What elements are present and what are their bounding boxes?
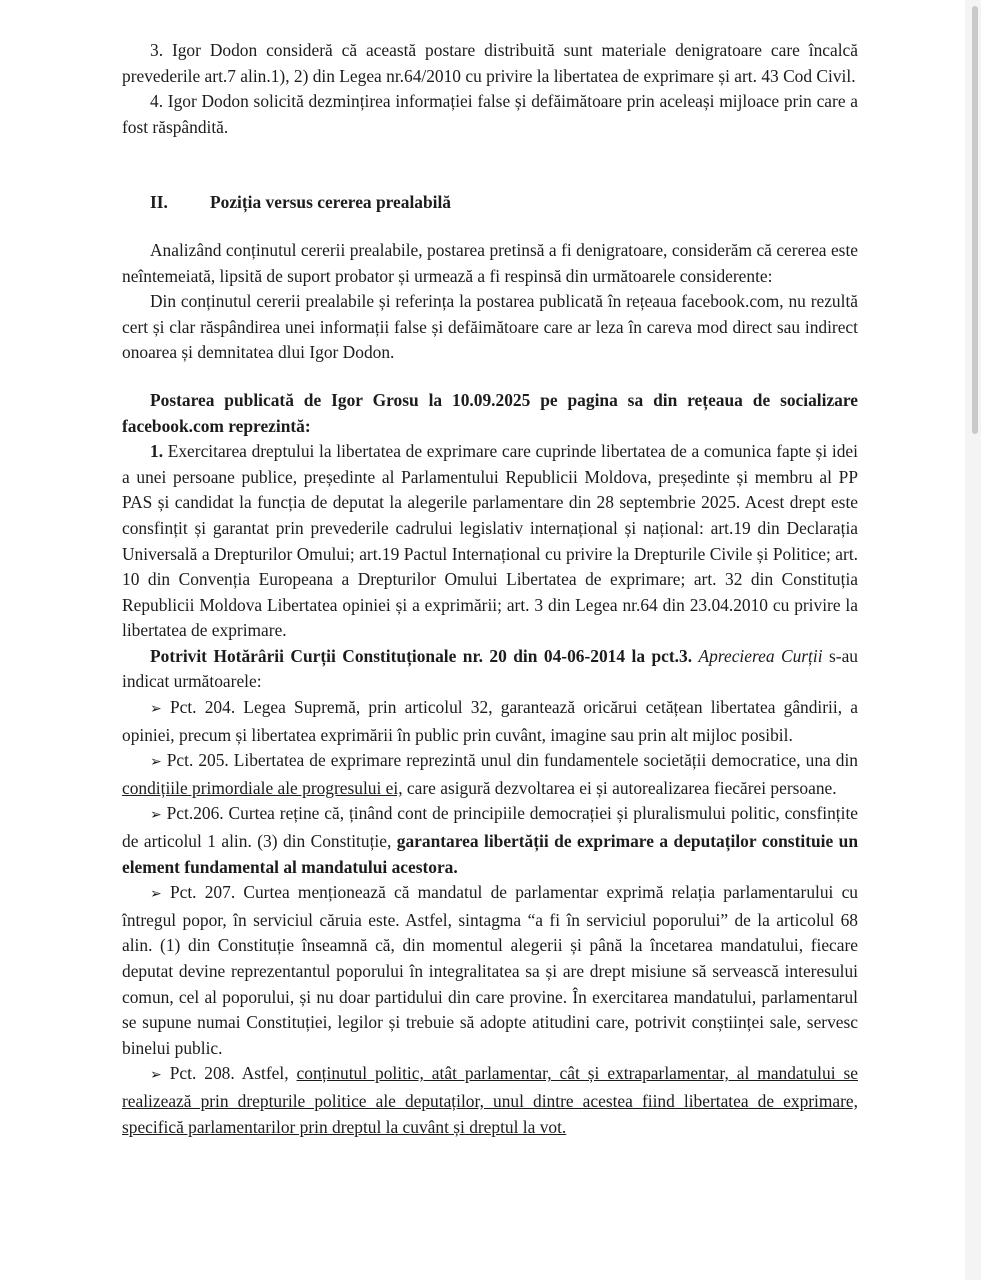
- point-208-underlined: conținutul politic, atât parlamentar, cât și extraparlamentar, al mandatului se realizează prin drepturile politice ale deputaților, unul dintre acestea fiind libertatea de exprimare, specifică parlamentarilor prin dreptul la cuvânt și dreptul la vot.: [122, 1063, 858, 1137]
- arrow-bullet-icon: ➢: [150, 886, 162, 903]
- posting-item-text: Exercitarea dreptului la libertatea de exprimare care cuprinde libertatea de a comunica fapte și idei a unei persoane publice, președinte al Parlamentului Republicii Moldova, președinte și membru al PP PAS și candidat la funcția de deputat la alegerile parlamentare din 28 septembrie 2025. Acest drept este consfințit și garantat prin prevederile cadrului legislativ internațional și național: art.19 din Declarația Universală a Drepturilor Omului; art.19 Pactul Internațional cu privire la Drepturile Civile și Politice; art. 10 din Convenția Europeana a Drepturilor Omului Libertatea de exprimare; art. 32 din Constituția Republicii Moldova Libertatea opiniei și a exprimării; art. 3 din Legea nr.64 din 23.04.2010 cu privire la libertatea de exprimare.: [122, 441, 858, 641]
- court-lead: [122, 644, 858, 695]
- section-number: II.: [150, 192, 168, 213]
- document-body: [122, 38, 858, 1140]
- point-208-text: Pct. 208. Astfel,: [169, 1063, 297, 1084]
- court-lead-rest: s-au indicat următoarele:: [122, 645, 858, 692]
- court-point-208: [122, 1061, 858, 1140]
- court-assessment-label: Aprecierea Curții: [698, 645, 823, 666]
- posting-item-number: 1.: [150, 441, 164, 462]
- point-205-text-end: care asigură dezvoltarea ei și autorealizarea fiecărei persoane.: [402, 777, 837, 798]
- arrow-bullet-icon: ➢: [150, 701, 162, 718]
- list-item-3: 3. Igor Dodon consideră că această postare distribuită sunt materiale denigratoare care încalcă prevederile art.7 alin.1), 2) din Legea nr.64/2010 cu privire la libertatea de exprimare și art. 43 Cod Civil.: [122, 40, 858, 86]
- point-206-text: Pct.206. Curtea reține că, ținând cont de principiile democrației și pluralismului politic, consfințite de articolul 1 alin. (3) din Constituție,: [122, 803, 858, 852]
- point-205-text: Pct. 205. Libertatea de exprimare reprezintă unul din fundamentele societății democratice, una din: [166, 750, 858, 771]
- arrow-bullet-icon: ➢: [150, 754, 162, 771]
- section-title: Poziția versus cererea prealabilă: [210, 192, 451, 213]
- analysis-paragraph-2: Din conținutul cererii prealabile și referința la postarea publicată în rețeaua facebook.com, nu rezultă cert și clar răspândirea unei informații false și defăimătoare care ar leza în careva mod direct sau indirect onoarea și demnitatea dlui Igor Dodon.: [122, 291, 858, 363]
- arrow-bullet-icon: ➢: [150, 1067, 162, 1084]
- point-205-underlined: condițiile primordiale ale progresului ei,: [122, 777, 403, 798]
- court-decision-ref: Potrivit Hotărârii Curții Constituționale nr. 20 din 04-06-2014 la pct.3.: [150, 645, 693, 666]
- court-point-206: [122, 801, 858, 880]
- posting-heading: Postarea publicată de Igor Grosu la 10.09.2025 pe pagina sa din rețeaua de socializare facebook.com reprezintă:: [122, 389, 858, 436]
- court-point-207: [122, 880, 858, 1061]
- court-point-204: [122, 695, 858, 748]
- court-point-205: [122, 748, 858, 801]
- analysis-paragraph-1: Analizând conținutul cererii prealabile, postarea pretinsă a fi denigratoare, considerăm că cererea este neîntemeiată, lipsită de suport probator și urmează a fi respinsă din următoarele considerente:: [122, 239, 858, 286]
- scrollbar[interactable]: [965, 0, 981, 1280]
- list-item-4: 4. Igor Dodon solicită dezmințirea informației false și defăimătoare prin aceleași mijloace prin care a fost răspândită.: [122, 91, 858, 137]
- posting-item-1: [122, 439, 858, 644]
- point-206-bold: garantarea libertății de exprimare a deputaților constituie un element fundamental al mandatului acestora.: [122, 831, 858, 877]
- scrollbar-thumb[interactable]: [972, 6, 978, 434]
- point-204-text: Pct. 204. Legea Supremă, prin articolul 32, garantează oricărui cetățean libertatea gândirii, a opiniei, precum și libertatea exprimării în public prin cuvânt, imagine sau prin alt mijloc posibil.: [122, 697, 858, 745]
- arrow-bullet-icon: ➢: [150, 807, 162, 824]
- point-207-text: Pct. 207. Curtea menționează că mandatul de parlamentar exprimă relația parlamentarului cu întregul popor, în serviciul căruia este. Astfel, sintagma “a fi în serviciul poporului” de la articolul 68 alin. (1) din Constituție înseamnă că, din momentul alegerii și până la încetarea mandatului, fiecare deputat devine reprezentantul poporului în integralitatea sa și are drept misiune să servească interesului comun, cel al poporului, și nu doar partidului din care provine. În exercitarea mandatului, parlamentarul se supune numai Constituției, legilor și trebuie să adopte atitudini care, potrivit conștiinței sale, servesc binelui public.: [122, 882, 858, 1058]
- section-heading: [122, 190, 858, 216]
